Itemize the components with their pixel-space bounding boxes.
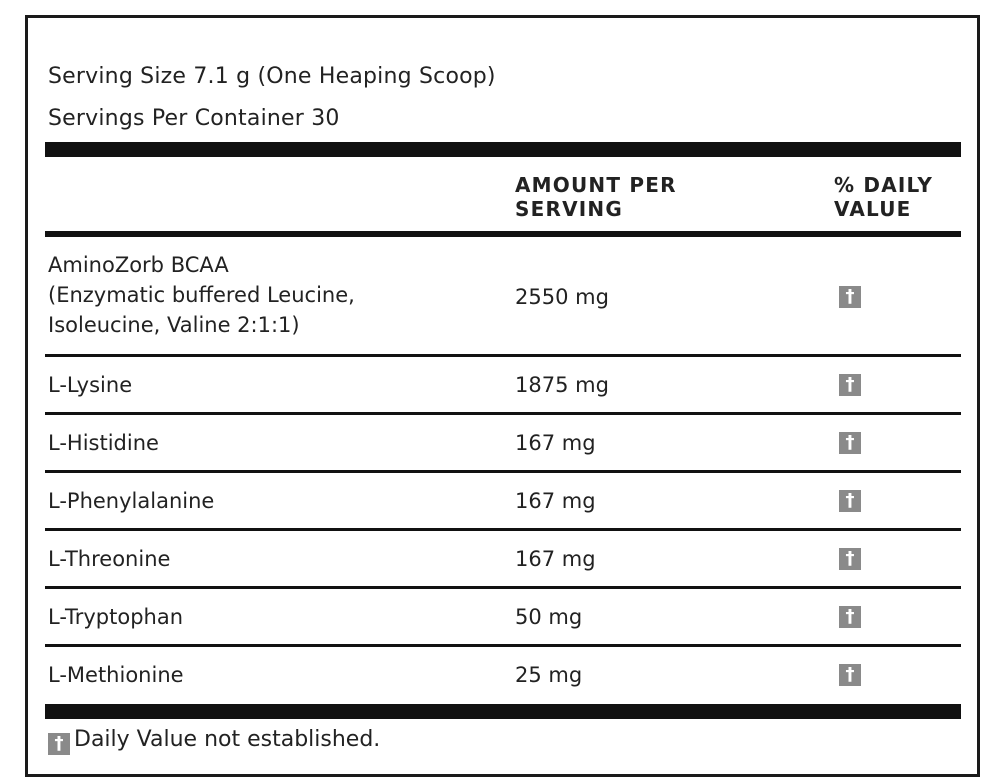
row-divider (45, 528, 961, 531)
table-row (45, 660, 961, 690)
table-row (45, 370, 961, 400)
column-header-amount (515, 173, 755, 221)
header-rule (45, 231, 961, 237)
table-row (45, 428, 961, 458)
column-header-daily-value (834, 173, 964, 221)
dagger-icon: † (839, 606, 861, 628)
ingredient-name: L-Lysine (48, 373, 133, 397)
ingredient-name-line: AminoZorb BCAA (48, 253, 229, 277)
row-divider (45, 644, 961, 647)
row-divider (45, 586, 961, 589)
column-header-amount-line2: SERVING (515, 197, 623, 221)
column-header-dv-line2: VALUE (834, 197, 912, 221)
ingredient-name: L-Phenylalanine (48, 489, 215, 513)
serving-size: Serving Size 7.1 g (One Heaping Scoop) (48, 64, 496, 89)
dagger-icon: † (839, 490, 861, 512)
dagger-icon: † (839, 548, 861, 570)
dagger-icon: † (839, 432, 861, 454)
ingredient-name: L-Tryptophan (48, 605, 184, 629)
ingredient-amount: 50 mg (515, 605, 583, 629)
dagger-icon: † (839, 664, 861, 686)
footnote-text: Daily Value not established. (74, 727, 381, 752)
ingredient-amount: 167 mg (515, 489, 596, 513)
row-divider (45, 412, 961, 415)
ingredient-amount: 167 mg (515, 547, 596, 571)
servings-per-container: Servings Per Container 30 (48, 106, 340, 131)
table-row (45, 250, 961, 346)
ingredient-name-line: Isoleucine, Valine 2:1:1) (48, 313, 300, 337)
ingredient-name-line: (Enzymatic buffered Leucine, (48, 283, 355, 307)
ingredient-name: L-Histidine (48, 431, 159, 455)
ingredient-amount: 25 mg (515, 663, 583, 687)
thick-rule-top (45, 142, 961, 157)
row-divider (45, 470, 961, 473)
column-header-amount-line1: AMOUNT PER (515, 173, 677, 197)
ingredient-name: L-Methionine (48, 663, 184, 687)
column-header-dv-line1: % DAILY (834, 173, 934, 197)
ingredient-amount: 1875 mg (515, 373, 609, 397)
table-row (45, 486, 961, 516)
row-divider (45, 354, 961, 357)
supplement-facts-panel (25, 15, 980, 777)
ingredient-amount: 167 mg (515, 431, 596, 455)
footnote (48, 727, 380, 755)
dagger-icon: † (839, 286, 861, 308)
thick-rule-bottom (45, 704, 961, 719)
ingredient-name (48, 250, 355, 340)
dagger-icon: † (48, 733, 70, 755)
dagger-icon: † (839, 374, 861, 396)
table-row (45, 602, 961, 632)
ingredient-amount: 2550 mg (515, 285, 609, 309)
table-row (45, 544, 961, 574)
ingredient-name: L-Threonine (48, 547, 171, 571)
